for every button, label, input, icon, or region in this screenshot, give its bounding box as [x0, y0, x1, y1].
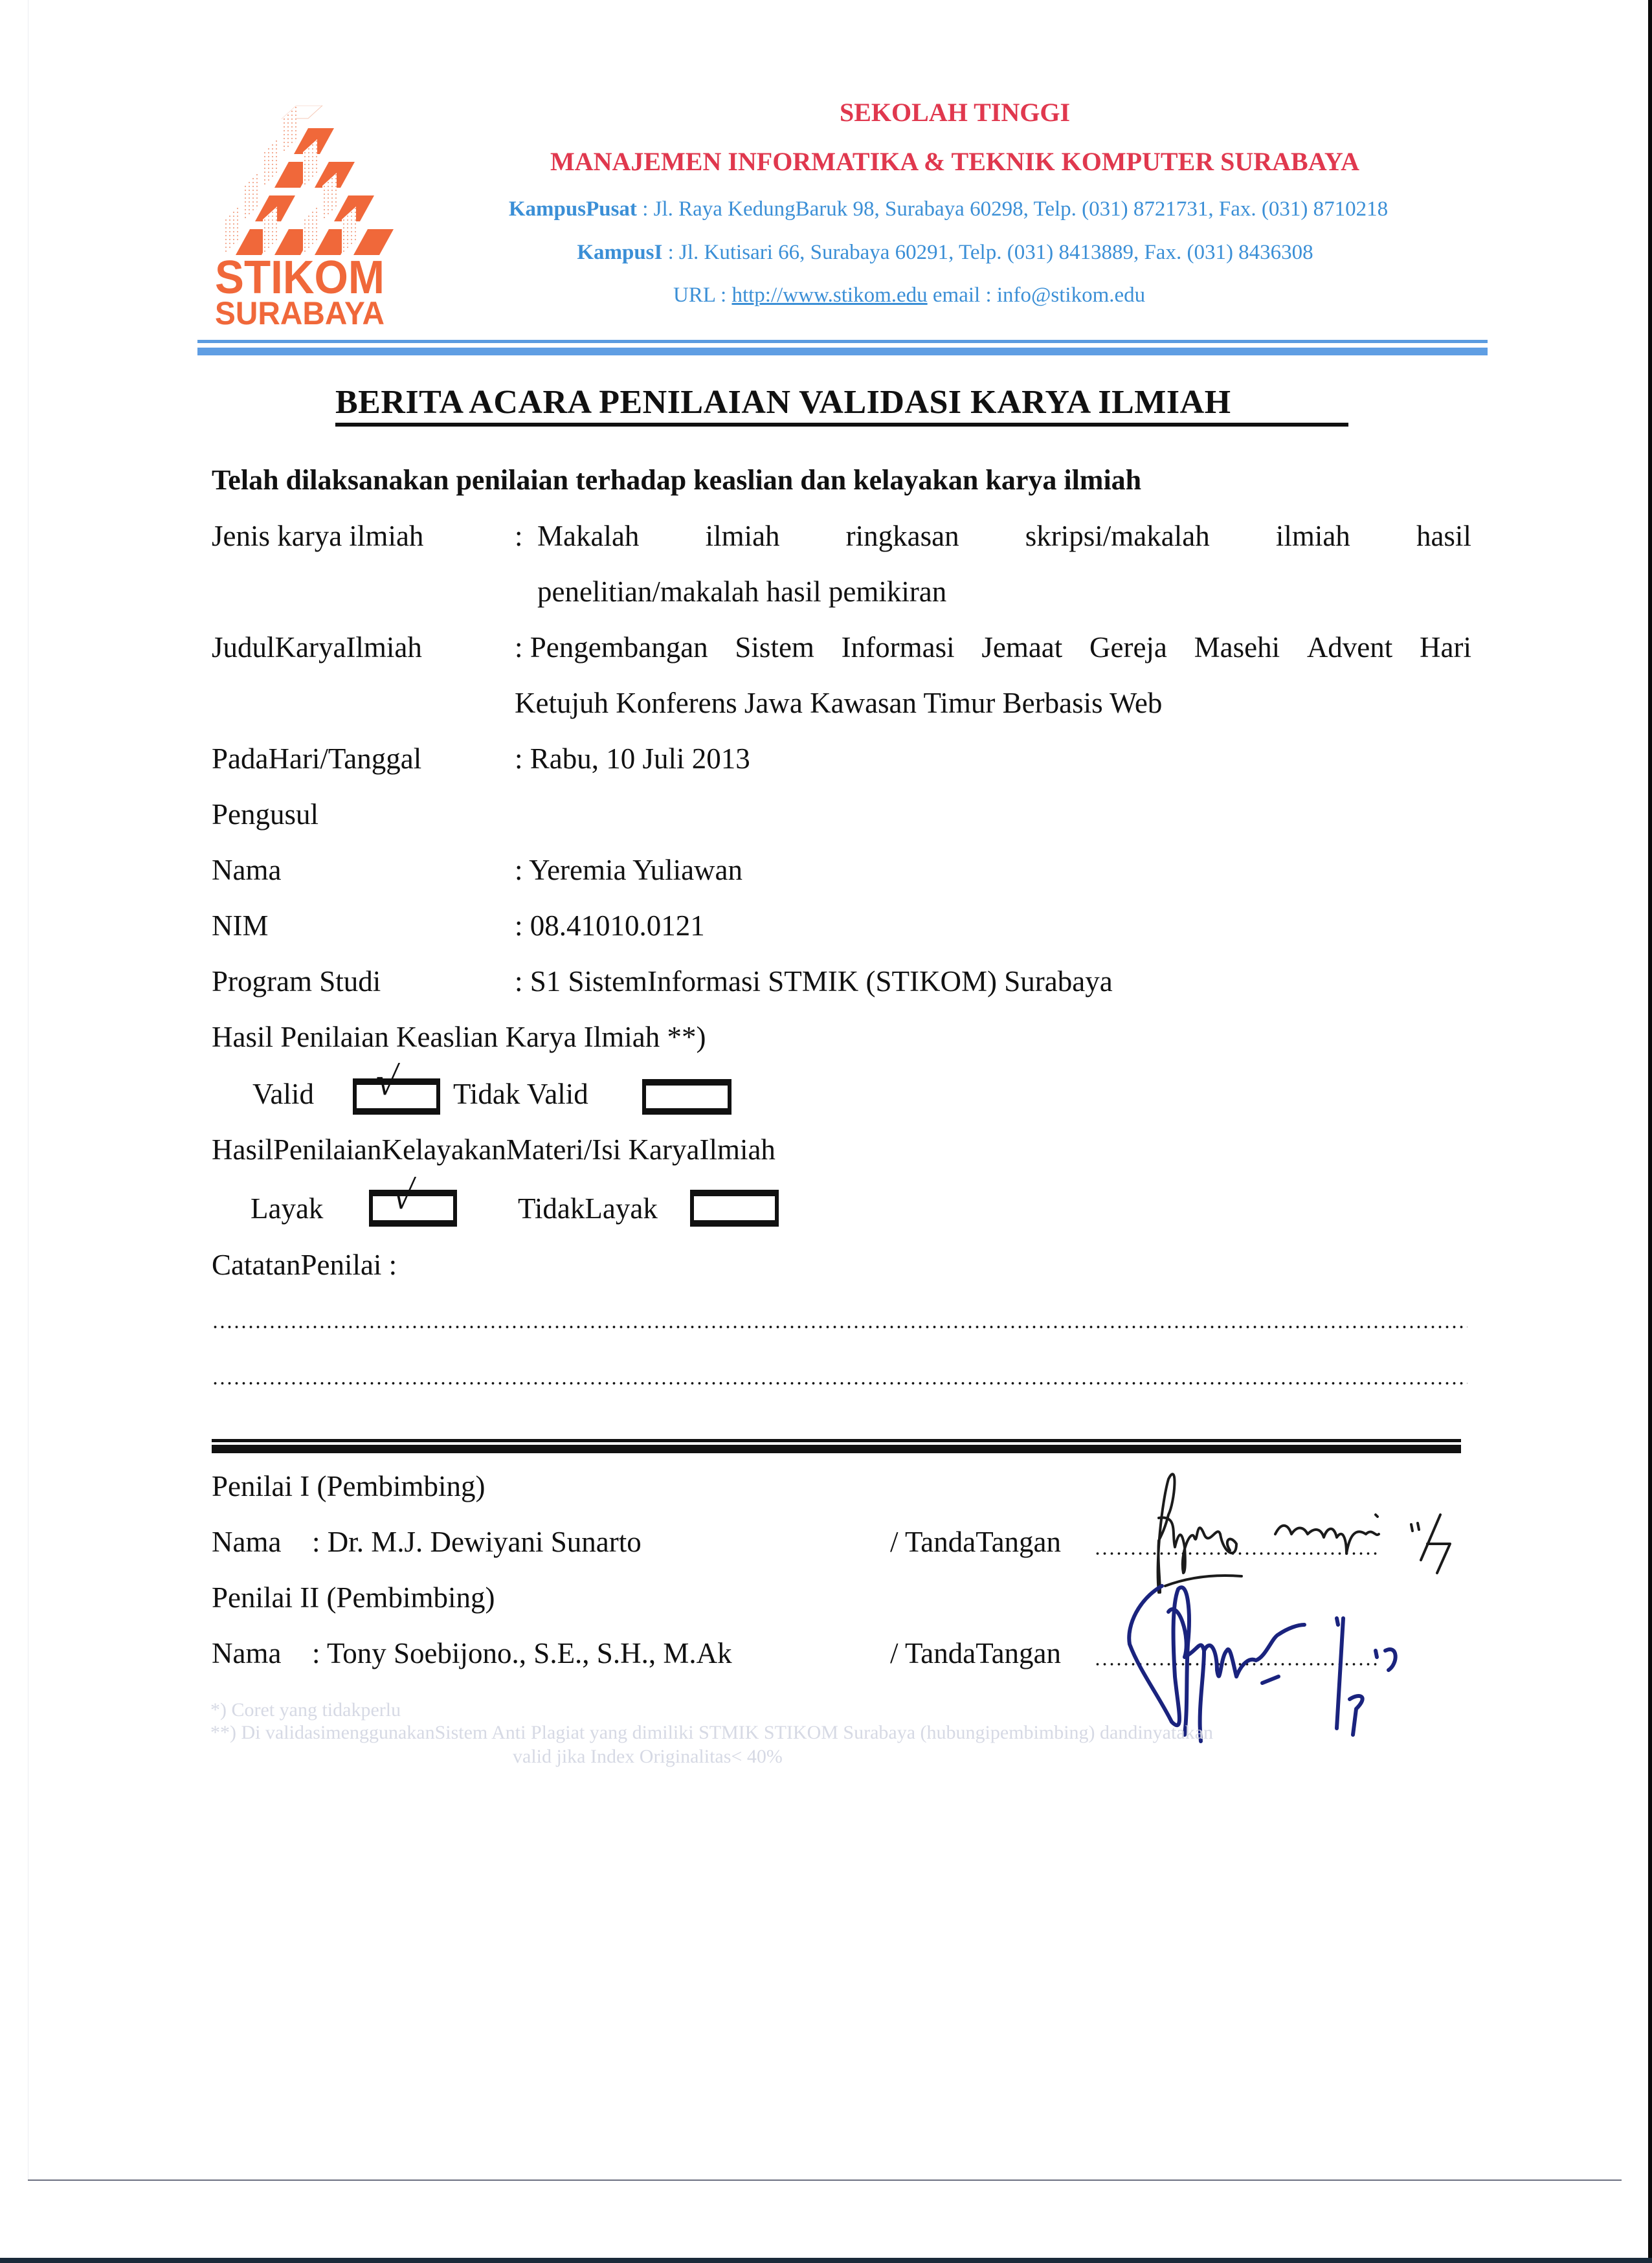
keaslian-heading: Hasil Penilaian Keaslian Karya Ilmiah **)	[212, 1021, 706, 1053]
field-judul-value-line2: Ketujuh Konferens Jawa Kawasan Timur Berbasis Web	[515, 687, 1163, 719]
field-nama-value: : Yeremia Yuliawan	[515, 854, 743, 886]
checkmark-valid: √	[372, 1060, 401, 1104]
assessor-1-role: Penilai I (Pembimbing)	[212, 1470, 486, 1502]
field-prodi-label: Program Studi	[212, 965, 381, 998]
title-underline	[335, 423, 1348, 427]
institution-line-1: SEKOLAH TINGGI	[839, 98, 1071, 127]
cube-pyramid-logo-icon	[206, 106, 394, 326]
field-tanggal-value: : Rabu, 10 Juli 2013	[515, 742, 750, 775]
checkmark-layak: √	[388, 1174, 417, 1218]
kelayakan-heading: HasilPenilaianKelayakanMateri/Isi KaryaIlmiah	[212, 1133, 776, 1166]
intro-statement: Telah dilaksanakan penilaian terhadap keaslian dan kelayakan karya ilmiah	[212, 464, 1142, 496]
logo-text-surabaya: SURABAYA	[215, 295, 385, 326]
field-jenis-value-line2: penelitian/makalah hasil pemikiran	[537, 575, 947, 608]
field-jenis-colon: :	[515, 520, 523, 552]
footnote-1: *) Coret yang tidakperlu	[210, 1699, 401, 1721]
section-divider-thin	[212, 1439, 1461, 1442]
document-title: BERITA ACARA PENILAIAN VALIDASI KARYA ILMIAH	[335, 384, 1231, 421]
assessor-2-name-label: Nama	[212, 1637, 282, 1669]
scan-edge-bottom-line	[28, 2179, 1622, 2181]
field-jenis-label: Jenis karya ilmiah	[212, 520, 424, 552]
institution-line-2: MANAJEMEN INFORMATIKA & TEKNIK KOMPUTER SURABAYA	[550, 147, 1360, 176]
assessor-2-name: : Tony Soebijono., S.E., S.H., M.Ak	[312, 1637, 732, 1669]
field-tanggal-label: PadaHari/Tanggal	[212, 742, 422, 775]
field-jenis-value-line1: Makalah ilmiah ringkasan skripsi/makalah ilmiah hasil	[537, 520, 1471, 552]
url-label: URL :	[673, 284, 732, 307]
option-valid-label: Valid	[252, 1078, 314, 1110]
footnote-2-continued: valid jika Index Originalitas< 40%	[513, 1746, 783, 1767]
field-nama-label: Nama	[212, 854, 282, 886]
field-nim-value: : 08.41010.0121	[515, 909, 705, 942]
catatan-line-2[interactable]	[212, 1381, 1468, 1385]
option-tidak-layak-label: TidakLayak	[518, 1192, 658, 1225]
campus-one-text: : Jl. Kutisari 66, Surabaya 60291, Telp. (031) 8413889, Fax. (031) 8436308	[662, 241, 1313, 264]
checkbox-tidak-layak[interactable]	[690, 1190, 779, 1227]
field-nim-label: NIM	[212, 909, 269, 942]
section-divider-thick	[212, 1445, 1461, 1453]
campus-main-address	[443, 197, 1453, 221]
catatan-label: CatatanPenilai :	[212, 1249, 397, 1281]
logo-text-stikom: STIKOM	[215, 252, 385, 304]
assessor-2-sign-label: / TandaTangan	[890, 1637, 1062, 1669]
campus-one-address	[524, 241, 1366, 265]
checkbox-tidak-valid[interactable]	[642, 1079, 731, 1115]
website-link[interactable]: http://www.stikom.edu	[731, 284, 928, 307]
option-tidak-valid-label: Tidak Valid	[453, 1078, 588, 1110]
campus-main-text: : Jl. Raya KedungBaruk 98, Surabaya 60298, Telp. (031) 8721731, Fax. (031) 8710218	[636, 197, 1389, 221]
contact-line	[673, 284, 1230, 307]
scan-edge-bottom	[0, 2258, 1652, 2263]
catatan-line-1[interactable]	[212, 1325, 1468, 1329]
field-judul-value-line1: : Pengembangan Sistem Informasi Jemaat Gereja Masehi Advent Hari	[515, 631, 1471, 663]
header-rule-thin	[197, 340, 1488, 343]
assessor-2-role: Penilai II (Pembimbing)	[212, 1581, 495, 1614]
option-layak-label: Layak	[251, 1192, 324, 1225]
email-label: email :	[927, 284, 997, 307]
scan-edge-right	[1648, 0, 1652, 2263]
assessor-1-name: : Dr. M.J. Dewiyani Sunarto	[312, 1526, 642, 1558]
header-rule-thick	[197, 348, 1488, 355]
campus-one-label: KampusI	[577, 241, 663, 264]
field-prodi-value: : S1 SistemInformasi STMIK (STIKOM) Surabaya	[515, 965, 1113, 998]
campus-main-label: KampusPusat	[508, 197, 637, 221]
email-link[interactable]: info@stikom.edu	[996, 284, 1146, 307]
assessor-1-sign-label: / TandaTangan	[890, 1526, 1062, 1558]
footnote-2: **) Di validasimenggunakanSistem Anti Plagiat yang dimiliki STMIK STIKOM Surabaya (hubungipembimbing) dandinyatakan	[210, 1722, 1213, 1743]
field-judul-label: JudulKaryaIlmiah	[212, 631, 422, 663]
section-pengusul: Pengusul	[212, 798, 319, 831]
assessor-1-name-label: Nama	[212, 1526, 282, 1558]
